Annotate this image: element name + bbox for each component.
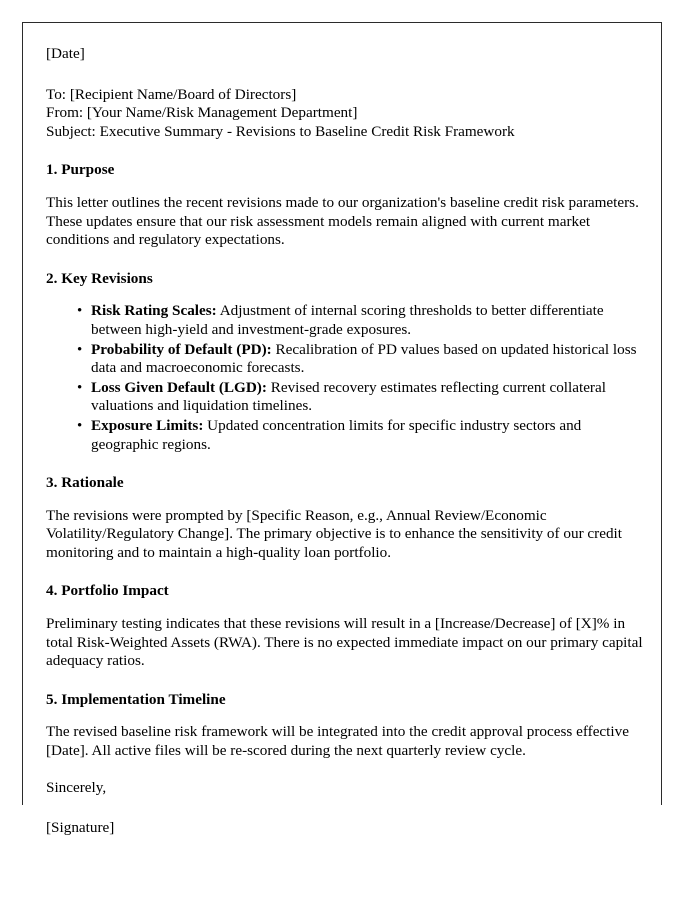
list-item (91, 417, 643, 454)
document-content (46, 45, 643, 838)
recipient-line: To: [Recipient Name/Board of Directors] (46, 85, 297, 103)
section-body-rationale: The revisions were prompted by [Specific Reason, e.g., Annual Review/Economic Volatility/Regulatory Change]. The primary objective is to enhance the sensitivity of our credit monitoring and to maintain a high-quality loan portfolio. (46, 506, 622, 561)
document-page (22, 22, 662, 837)
section-heading-portfolio-impact: 4. Portfolio Impact (46, 582, 169, 600)
section-heading-purpose: 1. Purpose (46, 161, 115, 179)
list-item (91, 379, 643, 416)
section-body-implementation-timeline: The revised baseline risk framework will be integrated into the credit approval process effective [Date]. All active files will be re-scored during the next quarterly review cycle. (46, 723, 629, 760)
list-item (91, 341, 643, 378)
bullet-term: Probability of Default (PD): (91, 340, 272, 358)
section-body-purpose: This letter outlines the recent revisions made to our organization's baseline credit risk parameters. These updates ensure that our risk assessment models remain aligned with current market conditions and regulatory expectations. (46, 193, 639, 249)
bullet-text: Revised recovery estimates reflecting current collateral valuations and liquidation timelines. (91, 378, 606, 415)
section-body-portfolio-impact: Preliminary testing indicates that these revisions will result in a [Increase/Decrease] of [X]% in total Risk-Weighted Assets (RWA). There is no expected immediate impact on our primary capital adequacy ratios. (46, 615, 643, 670)
date-line: [Date] (46, 45, 85, 62)
section-heading-implementation-timeline: 5. Implementation Timeline (46, 690, 226, 708)
subject-line: Subject: Executive Summary - Revisions to Baseline Credit Risk Framework (46, 122, 515, 140)
section-heading-key-revisions: 2. Key Revisions (46, 269, 153, 287)
list-item (91, 302, 643, 339)
sender-line: From: [Your Name/Risk Management Department] (46, 104, 358, 122)
bullet-term: Exposure Limits: (91, 416, 204, 434)
bullet-term: Risk Rating Scales: (91, 302, 217, 320)
signature-placeholder: [Signature] (46, 819, 115, 837)
address-block (46, 86, 643, 142)
sign-off: Sincerely, (46, 778, 107, 796)
key-revisions-list (46, 302, 643, 454)
bullet-text: Adjustment of internal scoring thresholds to better differentiate between high-yield and investment-grade exposures. (91, 302, 604, 338)
bullet-text: Updated concentration limits for specific industry sectors and geographic regions. (91, 416, 582, 453)
section-heading-rationale: 3. Rationale (46, 474, 124, 492)
bullet-term: Loss Given Default (LGD): (91, 378, 267, 396)
bullet-text: Recalibration of PD values based on updated historical loss data and macroeconomic forecasts. (91, 340, 637, 377)
